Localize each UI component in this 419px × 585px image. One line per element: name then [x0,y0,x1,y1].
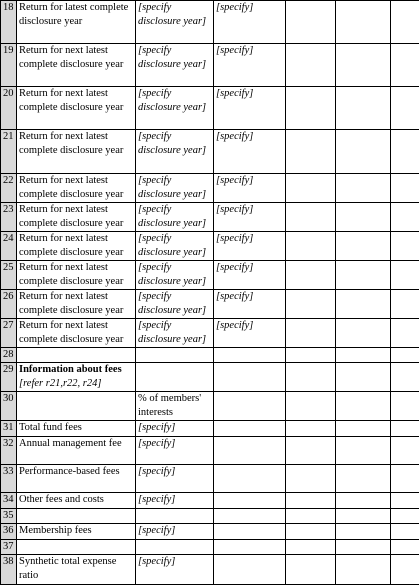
empty-cell[interactable] [286,348,336,363]
row-label: Synthetic total expense ratio [17,555,136,585]
empty-cell[interactable] [391,319,419,348]
table-row [1,465,419,493]
empty-cell[interactable] [17,392,136,421]
empty-cell[interactable] [391,348,419,363]
empty-cell[interactable] [391,540,419,555]
disclosure-year-cell[interactable]: [specify disclosure year] [136,130,214,174]
specify-cell[interactable]: [specify] [214,44,286,87]
specify-cell[interactable]: [specify] [214,290,286,319]
table-row [1,509,419,524]
specify-cell[interactable]: [specify] [214,261,286,290]
row-number: 37 [1,540,17,555]
empty-cell[interactable] [136,540,214,555]
row-label: Membership fees [17,524,136,540]
row-number: 24 [1,232,17,261]
empty-cell[interactable] [336,290,391,319]
section-heading [17,363,136,392]
row-label: Return for next latest complete disclosure year [17,87,136,130]
empty-cell[interactable] [336,555,391,585]
empty-cell[interactable] [336,392,391,421]
specify-cell[interactable]: [specify] [136,555,214,585]
specify-cell[interactable]: [specify] [136,465,214,493]
empty-cell[interactable] [286,540,336,555]
empty-cell[interactable] [214,555,286,585]
empty-cell[interactable] [391,421,419,437]
empty-cell[interactable] [391,524,419,540]
table-row [1,421,419,437]
section-heading-text: Information about fees [19,364,122,375]
empty-cell[interactable] [336,509,391,524]
row-label: Return for next latest complete disclosure year [17,130,136,174]
empty-cell[interactable] [286,319,336,348]
row-label: Performance-based fees [17,465,136,493]
empty-cell[interactable] [336,87,391,130]
specify-cell[interactable]: [specify] [214,1,286,44]
empty-cell[interactable] [214,363,286,392]
row-number: 35 [1,509,17,524]
empty-cell[interactable] [214,437,286,465]
row-number: 25 [1,261,17,290]
row-label: Other fees and costs [17,493,136,509]
empty-cell[interactable] [136,348,214,363]
row-label: Annual management fee [17,437,136,465]
table-row [1,348,419,363]
empty-cell[interactable] [336,437,391,465]
specify-cell[interactable]: [specify] [136,437,214,465]
empty-cell[interactable] [391,493,419,509]
empty-cell[interactable] [336,319,391,348]
empty-cell[interactable] [286,1,336,44]
row-label: Return for next latest complete disclosure year [17,232,136,261]
empty-cell[interactable] [336,363,391,392]
row-number: 38 [1,555,17,585]
row-number: 22 [1,174,17,203]
empty-cell[interactable] [336,44,391,87]
empty-cell[interactable] [286,174,336,203]
empty-cell[interactable] [391,290,419,319]
empty-cell[interactable] [286,44,336,87]
empty-cell[interactable] [286,421,336,437]
empty-cell[interactable] [336,174,391,203]
disclosure-year-cell[interactable]: [specify disclosure year] [136,261,214,290]
specify-cell[interactable]: [specify] [214,130,286,174]
empty-cell[interactable] [214,493,286,509]
empty-cell[interactable] [391,1,419,44]
row-number: 23 [1,203,17,232]
disclosure-year-cell[interactable]: [specify disclosure year] [136,44,214,87]
empty-cell[interactable] [214,421,286,437]
specify-cell[interactable]: [specify] [214,87,286,130]
empty-cell[interactable] [286,261,336,290]
empty-cell[interactable] [336,540,391,555]
empty-cell[interactable] [336,1,391,44]
row-number: 29 [1,363,17,392]
row-number: 18 [1,1,17,44]
disclosure-year-cell[interactable]: [specify disclosure year] [136,87,214,130]
empty-cell[interactable] [286,555,336,585]
table-row [1,174,419,203]
specify-cell[interactable]: [specify] [214,319,286,348]
table-row [1,437,419,465]
specify-cell[interactable]: [specify] [214,232,286,261]
row-number: 31 [1,421,17,437]
disclosure-year-cell[interactable]: [specify disclosure year] [136,290,214,319]
table-row [1,319,419,348]
empty-cell[interactable] [391,509,419,524]
row-label: Return for next latest complete disclosure year [17,174,136,203]
empty-cell[interactable] [336,348,391,363]
empty-cell[interactable] [391,203,419,232]
row-label: Return for next latest complete disclosure year [17,261,136,290]
empty-cell[interactable] [336,421,391,437]
row-label: Return for next latest complete disclosure year [17,44,136,87]
section-reference: [refer r21,r22, r24] [19,378,101,389]
empty-cell[interactable] [391,363,419,392]
empty-cell[interactable] [17,540,136,555]
row-label: Return for latest complete disclosure year [17,1,136,44]
empty-cell[interactable] [214,509,286,524]
empty-cell[interactable] [214,348,286,363]
table-row [1,261,419,290]
row-label: Total fund fees [17,421,136,437]
row-label: Return for next latest complete disclosure year [17,319,136,348]
empty-cell[interactable] [391,44,419,87]
empty-cell[interactable] [336,261,391,290]
empty-cell[interactable] [214,524,286,540]
row-number: 28 [1,348,17,363]
row-number: 33 [1,465,17,493]
specify-cell[interactable]: [specify] [136,493,214,509]
empty-cell[interactable] [391,130,419,174]
table-row [1,44,419,87]
empty-cell[interactable] [214,540,286,555]
specify-cell[interactable]: [specify] [214,203,286,232]
empty-cell[interactable] [286,493,336,509]
specify-cell[interactable]: [specify] [136,524,214,540]
row-number: 21 [1,130,17,174]
empty-cell[interactable] [286,524,336,540]
specify-cell[interactable]: [specify] [214,174,286,203]
empty-cell[interactable] [17,348,136,363]
empty-cell[interactable] [286,465,336,493]
table-row [1,290,419,319]
empty-cell[interactable] [391,437,419,465]
empty-cell[interactable] [391,232,419,261]
row-number: 34 [1,493,17,509]
row-number: 32 [1,437,17,465]
row-number: 19 [1,44,17,87]
empty-cell[interactable] [214,465,286,493]
table-row [1,363,419,392]
empty-cell[interactable] [286,290,336,319]
row-label: Return for next latest complete disclosure year [17,203,136,232]
empty-cell[interactable] [336,232,391,261]
table-row [1,540,419,555]
disclosure-year-cell[interactable]: [specify disclosure year] [136,1,214,44]
empty-cell[interactable] [286,437,336,465]
empty-cell[interactable] [391,555,419,585]
empty-cell[interactable] [391,87,419,130]
empty-cell[interactable] [286,87,336,130]
table-row [1,392,419,421]
row-label: Return for next latest complete disclosure year [17,290,136,319]
empty-cell[interactable] [286,392,336,421]
empty-cell[interactable] [336,130,391,174]
row-number: 26 [1,290,17,319]
empty-cell[interactable] [391,174,419,203]
empty-cell[interactable] [286,232,336,261]
disclosure-year-cell[interactable]: [specify disclosure year] [136,232,214,261]
table-row [1,555,419,585]
empty-cell[interactable] [286,130,336,174]
empty-cell[interactable] [136,509,214,524]
row-number: 36 [1,524,17,540]
table-row [1,524,419,540]
table-row [1,203,419,232]
empty-cell[interactable] [336,465,391,493]
empty-cell[interactable] [17,509,136,524]
empty-cell[interactable] [286,363,336,392]
disclosure-year-cell[interactable]: [specify disclosure year] [136,203,214,232]
empty-cell[interactable] [286,509,336,524]
empty-cell[interactable] [336,493,391,509]
empty-cell[interactable] [136,363,214,392]
disclosure-year-cell[interactable]: [specify disclosure year] [136,319,214,348]
row-number: 30 [1,392,17,421]
empty-cell[interactable] [286,203,336,232]
row-number: 27 [1,319,17,348]
empty-cell[interactable] [391,261,419,290]
disclosure-year-cell[interactable]: [specify disclosure year] [136,174,214,203]
table-row [1,493,419,509]
empty-cell[interactable] [391,465,419,493]
empty-cell[interactable] [336,524,391,540]
empty-cell[interactable] [336,203,391,232]
empty-cell[interactable] [391,392,419,421]
row-number: 20 [1,87,17,130]
specify-cell[interactable]: [specify] [136,421,214,437]
table-row [1,87,419,130]
empty-cell[interactable] [214,392,286,421]
column-heading: % of members' interests [136,392,214,421]
table-row [1,1,419,44]
table-row [1,130,419,174]
table-row [1,232,419,261]
